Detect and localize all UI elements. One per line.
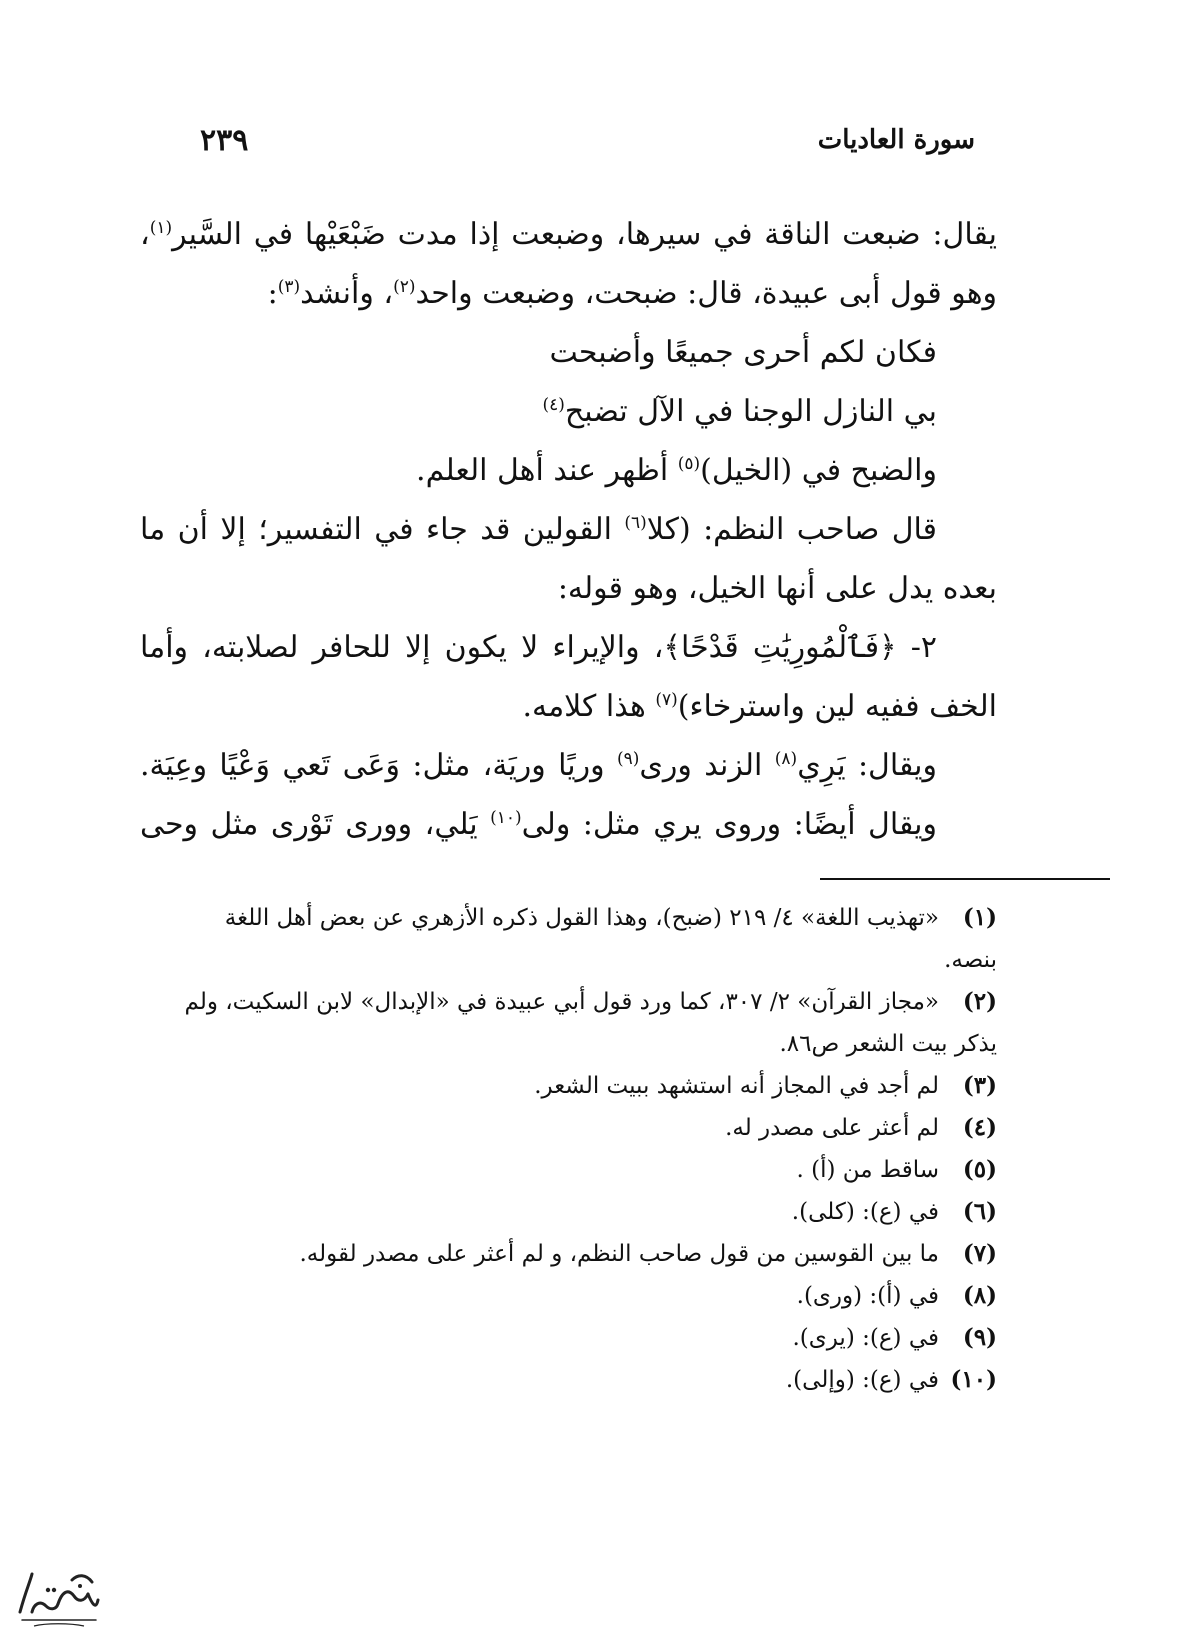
text-line: ويقال: يَرِي$^{(٨)}$ الزند ورى$^{(٩)}$ وريًا وريَة، مثل: وَعَى تَعي وَعْيًا وعِيَة. [140, 748, 938, 783]
text-line: بعده يدل على أنها الخيل، وهو قوله: [557, 571, 997, 606]
footnote [140, 1107, 997, 1149]
text-line: الخف ففيه لين واسترخاء)$^{(٧)}$ هذا كلامه. [522, 689, 997, 724]
footnote-number: (٩) [962, 1324, 997, 1351]
running-title: سورة العاديات [817, 125, 975, 155]
page-number: ٢٣٩ [200, 123, 249, 158]
footnote-text: «تهذيب اللغة» ٤/ ٢١٩ (ضبح)، وهذا القول ذكره الأزهري عن بعض أهل اللغة [224, 905, 939, 931]
footnote-number: (٥) [962, 1156, 997, 1183]
footnote [140, 1065, 997, 1107]
footnote-number: (١) [962, 904, 997, 931]
footnote-text: في (ع): (يرى). [792, 1325, 939, 1351]
footnote [140, 981, 997, 1023]
verse-line: فكان لكم أحرى جميعًا وأضبحت [549, 335, 937, 370]
footnote-text: لم أجد في المجاز أنه استشهد ببيت الشعر. [534, 1073, 939, 1099]
page-header [150, 125, 975, 165]
text-line: ويقال أيضًا: وروى يري مثل: ولى$^{(١٠)}$ يَلي، وورى تَوْرى مثل وحى [140, 807, 937, 842]
footnote-text: في (أ): (ورى). [796, 1283, 939, 1309]
footnote [140, 1149, 997, 1191]
footnote-number: (١٠) [950, 1366, 997, 1393]
footnote-continuation: بنصه. [944, 947, 997, 973]
text-line: وهو قول أبى عبيدة، قال: ضبحت، وضبعت واحد$^{(٢)}$، وأنشد$^{(٣)}$: [267, 276, 997, 311]
verse-line: بي النازل الوجنا في الآل تضبح$^{(٤)}$ [542, 394, 937, 429]
footnote [140, 1359, 997, 1401]
footnote-number: (٢) [962, 988, 997, 1015]
footnote-number: (٧) [962, 1240, 997, 1267]
footnote-text: ساقط من (أ) . [796, 1157, 939, 1183]
footnote-separator [820, 878, 1110, 880]
footnote-text: في (ع): (كلى). [791, 1199, 939, 1225]
text-line: والضبح في (الخيل)$^{(٥)}$ أظهر عند أهل العلم. [416, 453, 937, 488]
footnote [140, 1233, 997, 1275]
footnote-text: لم أعثر على مصدر له. [725, 1115, 939, 1141]
text-line: يقال: ضبعت الناقة في سيرها، وضبعت إذا مدت ضَبْعَيْها في السَّير$^{(١)}$، [140, 217, 997, 252]
main-text [140, 205, 997, 854]
footnote-text: ما بين القوسين من قول صاحب النظم، و لم أعثر على مصدر لقوله. [299, 1241, 939, 1267]
text-line: قال صاحب النظم: (كلا$^{(٦)}$ القولين قد جاء في التفسير؛ إلا أن ما [140, 512, 937, 547]
footnote-number: (٦) [962, 1198, 997, 1225]
footnote-number: (٨) [962, 1282, 997, 1309]
footnote [140, 1275, 997, 1317]
footnote-text: في (ع): (وإلى). [785, 1367, 939, 1393]
publisher-logo-icon [12, 1560, 104, 1632]
footnote-number: (٣) [962, 1072, 997, 1099]
footnotes [140, 897, 997, 1401]
footnote-continuation: يذكر بيت الشعر ص٨٦. [779, 1031, 997, 1057]
text-line: ٢- ﴿فَٱلْمُورِيَٰتِ قَدْحًا﴾، والإيراء لا يكون إلا للحافر لصلابته، وأما [140, 630, 937, 665]
footnote [140, 1317, 997, 1359]
footnote [140, 897, 997, 939]
footnote [140, 1191, 997, 1233]
footnote-number: (٤) [962, 1114, 997, 1141]
footnote-text: «مجاز القرآن» ٢/ ٣٠٧، كما ورد قول أبي عبيدة في «الإبدال» لابن السكيت، ولم [184, 989, 939, 1015]
